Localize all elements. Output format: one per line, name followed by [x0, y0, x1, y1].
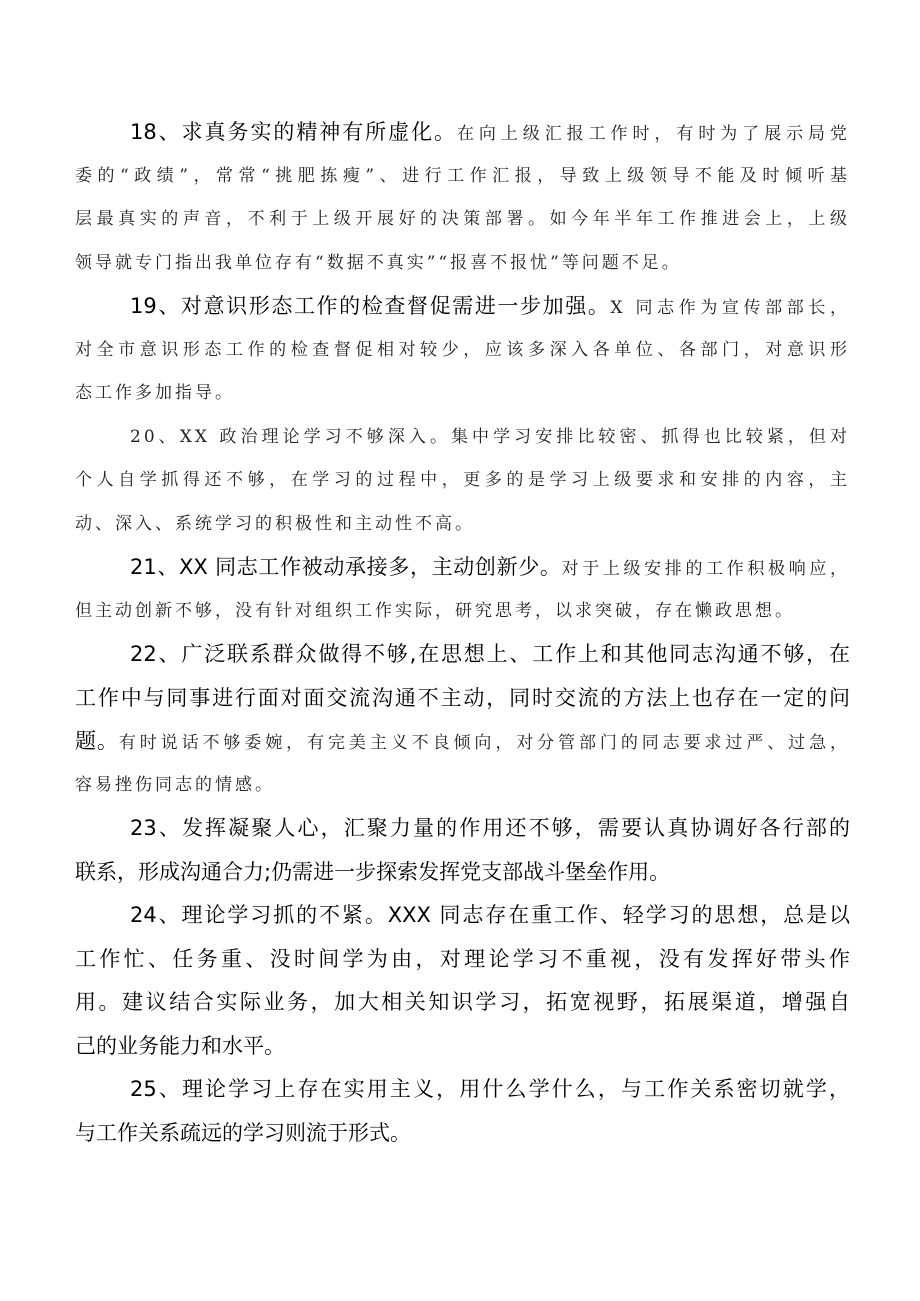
emphasized-text: 18、求真务实的精神有所虚化。	[130, 120, 457, 144]
text-line	[75, 1068, 850, 1112]
paragraph	[75, 633, 850, 807]
paragraph	[75, 894, 850, 1068]
body-text: 容易挫伤同志的情感。	[75, 774, 275, 795]
body-text: X 同志作为宣传部部长，	[610, 298, 850, 318]
text-line	[75, 242, 850, 286]
text-line	[75, 329, 850, 373]
body-text: 层最真实的声音，不利于上级开展好的决策部署。如今年半年工作推进会上，上级	[75, 209, 850, 229]
text-line	[75, 1112, 850, 1156]
emphasized-text: 题。	[75, 729, 119, 753]
text-line	[75, 416, 850, 460]
text-line	[75, 590, 850, 634]
body-text: 个人自学抓得还不够，在学习的过程中，更多的是学习上级要求和安排的内容，主	[75, 470, 850, 490]
text-line	[75, 720, 850, 764]
emphasized-text: 23、发挥凝聚人心，汇聚力量的作用还不够，需要认真协调好各行部的	[130, 816, 850, 840]
text-line	[75, 1025, 850, 1069]
text-line	[75, 155, 850, 199]
emphasized-text: 联系，形成沟通合力;仍需进一步探索发挥党支部战斗堡垒作用。	[75, 859, 671, 884]
body-text: 动、深入、系统学习的积极性和主动性不高。	[75, 513, 475, 534]
text-line	[75, 894, 850, 938]
text-line	[75, 546, 850, 590]
text-line	[75, 807, 850, 851]
emphasized-text: 工作忙、任务重、没时间学为由，对理论学习不重视，没有发挥好带头作	[75, 946, 850, 971]
text-line	[75, 198, 850, 242]
emphasized-text: 21、XX 同志工作被动承接多，主动创新少。	[130, 555, 562, 579]
document-page	[75, 111, 850, 1155]
text-line	[75, 633, 850, 677]
text-line	[75, 677, 850, 721]
emphasized-text: 与工作关系疏远的学习则流于形式。	[75, 1120, 411, 1145]
text-line	[75, 981, 850, 1025]
body-text: 在向上级汇报工作时，有时为了展示局党	[456, 124, 850, 144]
emphasized-text: 己的业务能力和水平。	[75, 1033, 285, 1058]
emphasized-text: 工作中与同事进行面对面交流沟通不主动，同时交流的方法上也存在一定的问	[75, 685, 850, 710]
emphasized-text: 19、对意识形态工作的检查督促需进一步加强。	[130, 294, 611, 318]
text-line	[75, 372, 850, 416]
text-line	[75, 459, 850, 503]
paragraph	[75, 416, 850, 547]
paragraph	[75, 546, 850, 633]
body-text: 对于上级安排的工作积极响应，	[561, 559, 851, 579]
body-text: 领导就专门指出我单位存有“数据不真实”“报喜不报忧”等问题不足。	[75, 252, 682, 273]
body-text: 但主动创新不够，没有针对组织工作实际，研究思考，以求突破，存在懒政思想。	[75, 600, 795, 621]
emphasized-text: 用。建议结合实际业务，加大相关知识学习，拓宽视野，拓展渠道，增强自	[75, 990, 850, 1014]
text-line	[75, 503, 850, 547]
body-text: 委的“政绩”，常常“挑肥拣瘦”、进行工作汇报，导致上级领导不能及时倾听基	[75, 165, 850, 186]
body-text: 有时说话不够委婉，有完美主义不良倾向，对分管部门的同志要求过严、过急，	[118, 733, 851, 753]
body-text: 态工作多加指导。	[75, 383, 235, 403]
emphasized-text: 24、理论学习抓的不紧。XXX 同志存在重工作、轻学习的思想，总是以	[130, 903, 850, 927]
emphasized-text: 22、广泛联系群众做得不够,在思想上、工作上和其他同志沟通不够，在	[130, 642, 850, 666]
body-text: 20、XX 政治理论学习不够深入。集中学习安排比较密、抓得也比较紧，但对	[130, 426, 850, 447]
text-line	[75, 764, 850, 808]
emphasized-text: 25、理论学习上存在实用主义，用什么学什么，与工作关系密切就学，	[130, 1077, 850, 1101]
text-line	[75, 285, 850, 329]
paragraph	[75, 807, 850, 894]
paragraph	[75, 285, 850, 416]
paragraph	[75, 1068, 850, 1155]
text-line	[75, 938, 850, 982]
body-text: 对全市意识形态工作的检查督促相对较少，应该多深入各单位、各部门，对意识形	[75, 339, 850, 360]
paragraph	[75, 111, 850, 285]
text-line	[75, 851, 850, 895]
text-line	[75, 111, 850, 155]
